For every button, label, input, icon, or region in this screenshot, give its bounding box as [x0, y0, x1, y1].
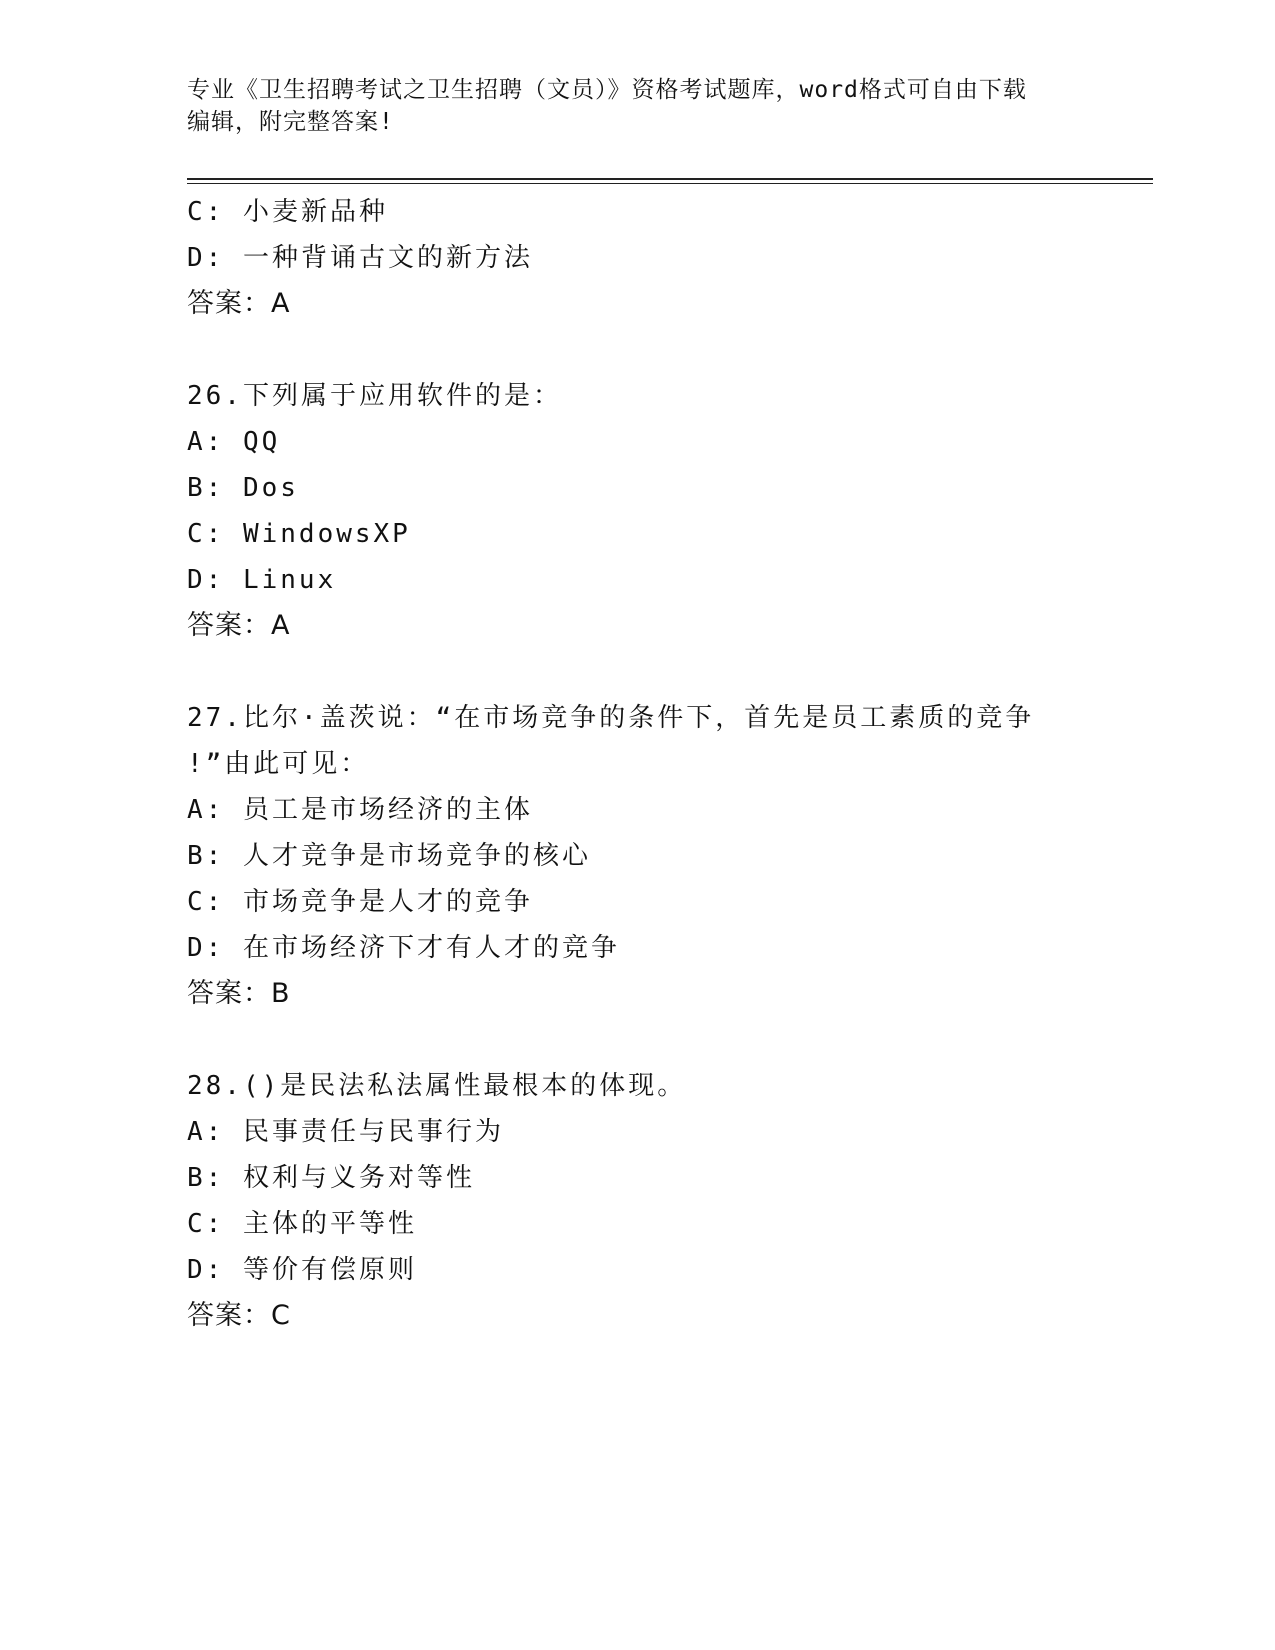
- option-c: C: 市场竞争是人才的竞争: [187, 887, 533, 917]
- answer-line: 答案：B: [187, 978, 291, 1009]
- question-text: 26.下列属于应用软件的是：: [187, 381, 562, 411]
- header-divider-thick: [187, 178, 1153, 180]
- option-d: D: 一种背诵古文的新方法: [187, 243, 533, 273]
- question-text-line-1: 27.比尔·盖茨说：“在市场竞争的条件下，首先是员工素质的竞争: [187, 703, 1035, 733]
- question-25-continued: [187, 189, 1147, 327]
- option-d: D: 在市场经济下才有人才的竞争: [187, 933, 620, 963]
- question-26: [187, 373, 1147, 649]
- question-text: 28.()是民法私法属性最根本的体现。: [187, 1071, 687, 1101]
- answer-line: 答案：A: [187, 288, 291, 319]
- option-b: B: 人才竞争是市场竞争的核心: [187, 841, 591, 871]
- option-c: C: 小麦新品种: [187, 197, 388, 227]
- option-c: C: WindowsXP: [187, 519, 411, 549]
- question-27: [187, 695, 1147, 1017]
- option-a: A: 民事责任与民事行为: [187, 1117, 504, 1147]
- question-list: [187, 189, 1147, 1339]
- option-d: D: Linux: [187, 565, 337, 595]
- question-28: [187, 1063, 1147, 1339]
- option-b: B: 权利与义务对等性: [187, 1163, 475, 1193]
- spacer: [187, 327, 1147, 373]
- page-header: [187, 74, 1087, 138]
- spacer: [187, 649, 1147, 695]
- answer-line: 答案：A: [187, 610, 291, 641]
- option-a: A: QQ: [187, 427, 281, 457]
- question-text-line-2: !”由此可见：: [187, 749, 370, 779]
- option-a: A: 员工是市场经济的主体: [187, 795, 533, 825]
- option-d: D: 等价有偿原则: [187, 1255, 417, 1285]
- header-line-1: 专业《卫生招聘考试之卫生招聘（文员）》资格考试题库，word格式可自由下载: [187, 77, 1027, 103]
- header-divider-thin: [187, 183, 1153, 184]
- header-line-2: 编辑，附完整答案!: [187, 109, 394, 135]
- answer-line: 答案：C: [187, 1300, 291, 1331]
- option-c: C: 主体的平等性: [187, 1209, 417, 1239]
- spacer: [187, 1017, 1147, 1063]
- option-b: B: Dos: [187, 473, 299, 503]
